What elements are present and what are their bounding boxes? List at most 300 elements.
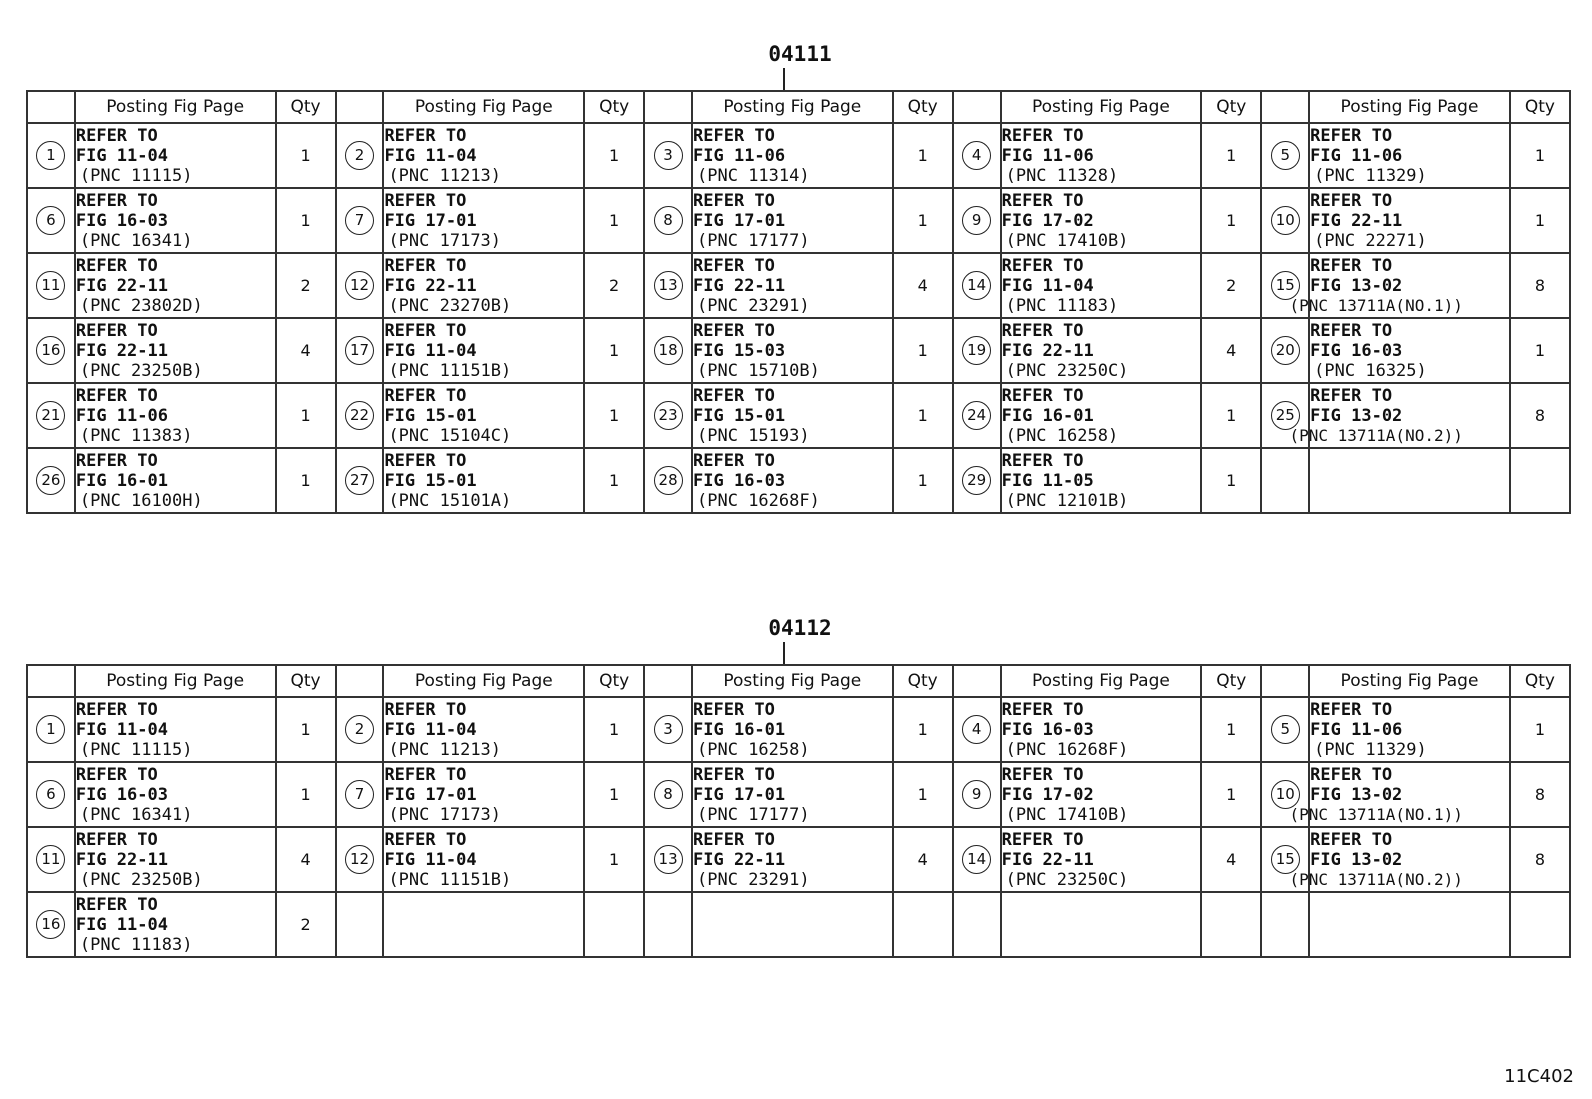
fig-reference: FIG 13-02 bbox=[1310, 275, 1403, 296]
reference-cell bbox=[75, 188, 276, 253]
reference-cell bbox=[75, 123, 276, 188]
qty-cell: 1 bbox=[1201, 188, 1261, 253]
reference-cell bbox=[383, 827, 584, 892]
item-number-cell bbox=[27, 318, 75, 383]
item-number-circle: 12 bbox=[345, 271, 374, 300]
item-number-circle: 19 bbox=[962, 336, 991, 365]
item-number-circle: 8 bbox=[654, 780, 683, 809]
reference-cell bbox=[383, 253, 584, 318]
header-num bbox=[953, 665, 1001, 697]
item-number-cell bbox=[953, 827, 1001, 892]
qty-cell: 1 bbox=[893, 448, 953, 513]
item-number-circle: 14 bbox=[962, 271, 991, 300]
empty-cell bbox=[692, 892, 893, 957]
refer-to-label: REFER TO bbox=[1310, 385, 1393, 406]
reference-cell bbox=[1289, 253, 1510, 318]
pnc-reference: (PNC 12101B) bbox=[1005, 490, 1129, 511]
header-qty: Qty bbox=[276, 91, 336, 123]
item-number-cell bbox=[644, 318, 692, 383]
item-number-cell bbox=[644, 253, 692, 318]
item-number-cell bbox=[27, 762, 75, 827]
reference-cell bbox=[75, 383, 276, 448]
refer-to-label: REFER TO bbox=[693, 829, 775, 850]
fig-reference: FIG 22-11 bbox=[693, 849, 786, 870]
fig-reference: FIG 22-11 bbox=[1310, 210, 1403, 231]
item-number-circle: 6 bbox=[36, 780, 65, 809]
item-number-cell bbox=[644, 827, 692, 892]
fig-reference: FIG 17-01 bbox=[693, 210, 786, 231]
reference-cell bbox=[692, 762, 893, 827]
qty-cell: 4 bbox=[276, 827, 336, 892]
refer-to-label: REFER TO bbox=[384, 450, 467, 471]
reference-cell bbox=[1001, 827, 1202, 892]
item-number-circle: 7 bbox=[345, 780, 374, 809]
qty-cell: 1 bbox=[584, 188, 644, 253]
refer-to-label: REFER TO bbox=[693, 255, 775, 276]
pnc-reference: (PNC 16325) bbox=[1314, 360, 1427, 381]
fig-reference: FIG 16-03 bbox=[1001, 719, 1094, 740]
parts-table bbox=[26, 664, 1571, 958]
fig-reference: FIG 11-06 bbox=[1001, 145, 1094, 166]
reference-cell bbox=[1309, 123, 1510, 188]
item-number-circle: 17 bbox=[345, 336, 374, 365]
pnc-reference: (PNC 16258) bbox=[1005, 425, 1119, 446]
empty-cell bbox=[893, 892, 953, 957]
item-number-circle: 5 bbox=[1271, 715, 1300, 744]
fig-reference: FIG 16-03 bbox=[693, 470, 786, 491]
refer-to-label: REFER TO bbox=[75, 255, 158, 276]
item-number-circle: 7 bbox=[345, 206, 374, 235]
refer-to-label: REFER TO bbox=[1001, 829, 1084, 850]
refer-to-label: REFER TO bbox=[384, 699, 467, 720]
item-number-circle: 16 bbox=[36, 910, 65, 939]
reference-cell bbox=[75, 697, 276, 762]
qty-cell: 1 bbox=[276, 697, 336, 762]
qty-cell: 4 bbox=[893, 827, 953, 892]
qty-cell: 1 bbox=[1510, 697, 1570, 762]
fig-reference: FIG 17-01 bbox=[384, 784, 477, 805]
reference-cell bbox=[1001, 448, 1202, 513]
empty-cell bbox=[644, 892, 692, 957]
empty-cell bbox=[1261, 448, 1309, 513]
table-row bbox=[27, 697, 1570, 762]
table-row bbox=[27, 123, 1570, 188]
fig-reference: FIG 11-06 bbox=[1310, 145, 1403, 166]
reference-cell bbox=[1001, 123, 1202, 188]
header-posting-fig-page: Posting Fig Page bbox=[692, 665, 893, 697]
table-row bbox=[27, 892, 1570, 957]
header-num bbox=[336, 665, 384, 697]
qty-cell: 1 bbox=[276, 188, 336, 253]
pnc-reference: (PNC 11213) bbox=[388, 165, 502, 186]
pnc-reference: (PNC 16268F) bbox=[697, 490, 820, 511]
header-num bbox=[336, 91, 384, 123]
item-number-cell bbox=[953, 448, 1001, 513]
fig-reference: FIG 11-06 bbox=[75, 405, 168, 426]
refer-to-label: REFER TO bbox=[1310, 764, 1393, 785]
item-number-cell bbox=[336, 383, 384, 448]
fig-reference: FIG 11-04 bbox=[1001, 275, 1094, 296]
fig-reference: FIG 11-04 bbox=[384, 145, 477, 166]
fig-reference: FIG 22-11 bbox=[75, 340, 168, 361]
qty-cell: 1 bbox=[1201, 383, 1261, 448]
refer-to-label: REFER TO bbox=[1310, 190, 1393, 211]
qty-cell: 1 bbox=[893, 762, 953, 827]
reference-cell bbox=[692, 827, 893, 892]
refer-to-label: REFER TO bbox=[1310, 320, 1393, 341]
refer-to-label: REFER TO bbox=[75, 385, 158, 406]
pnc-reference: (PNC 11213) bbox=[388, 739, 502, 760]
pnc-reference: (PNC 17177) bbox=[697, 230, 810, 251]
header-qty: Qty bbox=[276, 665, 336, 697]
reference-cell bbox=[383, 762, 584, 827]
reference-cell bbox=[383, 188, 584, 253]
pnc-reference: (PNC 23291) bbox=[697, 295, 810, 316]
pnc-reference: (PNC 22271) bbox=[1314, 230, 1427, 251]
reference-cell bbox=[383, 123, 584, 188]
item-number-cell bbox=[27, 697, 75, 762]
item-number-cell bbox=[953, 123, 1001, 188]
item-number-circle: 1 bbox=[36, 715, 65, 744]
header-qty: Qty bbox=[893, 91, 953, 123]
reference-cell bbox=[1309, 188, 1510, 253]
header-qty: Qty bbox=[584, 91, 644, 123]
table-row bbox=[27, 762, 1570, 827]
item-number-cell bbox=[336, 827, 384, 892]
pnc-reference: (PNC 17410B) bbox=[1005, 230, 1129, 251]
item-number-circle: 10 bbox=[1271, 206, 1300, 235]
reference-cell bbox=[75, 762, 276, 827]
fig-reference: FIG 15-01 bbox=[693, 405, 786, 426]
refer-to-label: REFER TO bbox=[384, 320, 467, 341]
item-number-cell bbox=[644, 123, 692, 188]
pnc-reference: (PNC 11183) bbox=[1005, 295, 1119, 316]
table-row bbox=[27, 448, 1570, 513]
fig-reference: FIG 11-06 bbox=[693, 145, 786, 166]
header-num bbox=[27, 91, 75, 123]
fig-reference: FIG 11-04 bbox=[384, 340, 477, 361]
refer-to-label: REFER TO bbox=[1001, 450, 1084, 471]
pnc-reference: (PNC 15710B) bbox=[697, 360, 820, 381]
item-number-circle: 25 bbox=[1271, 401, 1300, 430]
empty-cell bbox=[1309, 448, 1510, 513]
reference-cell bbox=[75, 892, 276, 957]
item-number-circle: 11 bbox=[36, 271, 65, 300]
reference-cell bbox=[383, 448, 584, 513]
qty-cell: 2 bbox=[584, 253, 644, 318]
reference-cell bbox=[75, 253, 276, 318]
refer-to-label: REFER TO bbox=[1001, 255, 1084, 276]
item-number-cell bbox=[336, 318, 384, 383]
header-qty: Qty bbox=[1510, 91, 1570, 123]
item-number-circle: 18 bbox=[654, 336, 683, 365]
refer-to-label: REFER TO bbox=[75, 699, 158, 720]
refer-to-label: REFER TO bbox=[693, 190, 775, 211]
item-number-cell bbox=[336, 123, 384, 188]
refer-to-label: REFER TO bbox=[1001, 764, 1084, 785]
item-number-cell bbox=[27, 383, 75, 448]
pnc-reference: (PNC 17410B) bbox=[1005, 804, 1129, 825]
fig-reference: FIG 15-01 bbox=[384, 470, 477, 491]
qty-cell: 2 bbox=[1201, 253, 1261, 318]
pnc-reference: (PNC 16100H) bbox=[79, 490, 203, 511]
item-number-cell bbox=[644, 188, 692, 253]
header-num bbox=[953, 91, 1001, 123]
item-number-circle: 16 bbox=[36, 336, 65, 365]
reference-cell bbox=[692, 253, 893, 318]
item-number-circle: 28 bbox=[654, 466, 683, 495]
fig-reference: FIG 13-02 bbox=[1310, 849, 1403, 870]
item-number-cell bbox=[953, 318, 1001, 383]
reference-cell bbox=[692, 383, 893, 448]
qty-cell: 1 bbox=[893, 697, 953, 762]
item-number-cell bbox=[1261, 188, 1309, 253]
qty-cell: 1 bbox=[584, 383, 644, 448]
fig-reference: FIG 16-03 bbox=[75, 210, 168, 231]
qty-cell: 1 bbox=[893, 318, 953, 383]
empty-cell bbox=[584, 892, 644, 957]
refer-to-label: REFER TO bbox=[384, 190, 467, 211]
item-number-cell bbox=[953, 188, 1001, 253]
qty-cell: 1 bbox=[1510, 188, 1570, 253]
fig-reference: FIG 16-01 bbox=[1001, 405, 1094, 426]
header-posting-fig-page: Posting Fig Page bbox=[1001, 665, 1202, 697]
fig-reference: FIG 22-11 bbox=[693, 275, 786, 296]
qty-cell: 1 bbox=[1510, 123, 1570, 188]
qty-cell: 4 bbox=[276, 318, 336, 383]
header-posting-fig-page: Posting Fig Page bbox=[1309, 91, 1510, 123]
item-number-cell bbox=[953, 762, 1001, 827]
refer-to-label: REFER TO bbox=[384, 829, 467, 850]
item-number-circle: 23 bbox=[654, 401, 683, 430]
qty-cell: 8 bbox=[1510, 383, 1570, 448]
fig-reference: FIG 11-04 bbox=[384, 719, 477, 740]
refer-to-label: REFER TO bbox=[693, 699, 775, 720]
item-number-cell bbox=[336, 448, 384, 513]
reference-cell bbox=[75, 448, 276, 513]
pnc-reference: (PNC 13711A(NO.1)) bbox=[1289, 295, 1463, 315]
item-number-circle: 9 bbox=[962, 780, 991, 809]
pnc-reference: (PNC 13711A(NO.1)) bbox=[1289, 804, 1463, 824]
reference-cell bbox=[383, 697, 584, 762]
pnc-reference: (PNC 16268F) bbox=[1005, 739, 1129, 760]
item-number-circle: 4 bbox=[962, 715, 991, 744]
pnc-reference: (PNC 15101A) bbox=[388, 490, 512, 511]
pnc-reference: (PNC 16258) bbox=[697, 739, 810, 760]
refer-to-label: REFER TO bbox=[1001, 190, 1084, 211]
item-number-circle: 12 bbox=[345, 845, 374, 874]
refer-to-label: REFER TO bbox=[693, 125, 775, 146]
refer-to-label: REFER TO bbox=[693, 450, 775, 471]
pnc-reference: (PNC 13711A(NO.2)) bbox=[1289, 869, 1463, 889]
header-num bbox=[1261, 665, 1309, 697]
item-number-cell bbox=[953, 383, 1001, 448]
pnc-reference: (PNC 15193) bbox=[697, 425, 810, 446]
fig-reference: FIG 11-05 bbox=[1001, 470, 1094, 491]
refer-to-label: REFER TO bbox=[75, 894, 158, 915]
item-number-circle: 11 bbox=[36, 845, 65, 874]
empty-cell bbox=[1309, 892, 1510, 957]
qty-cell: 1 bbox=[584, 697, 644, 762]
reference-cell bbox=[1001, 318, 1202, 383]
pnc-reference: (PNC 11151B) bbox=[388, 360, 512, 381]
empty-cell bbox=[953, 892, 1001, 957]
qty-cell: 4 bbox=[1201, 318, 1261, 383]
qty-cell: 1 bbox=[893, 383, 953, 448]
pnc-reference: (PNC 11115) bbox=[79, 165, 193, 186]
qty-cell: 1 bbox=[276, 762, 336, 827]
item-number-circle: 3 bbox=[654, 141, 683, 170]
pnc-reference: (PNC 11329) bbox=[1314, 165, 1427, 186]
item-number-cell bbox=[644, 697, 692, 762]
item-number-circle: 13 bbox=[654, 271, 683, 300]
qty-cell: 1 bbox=[276, 123, 336, 188]
item-number-cell bbox=[644, 762, 692, 827]
header-qty: Qty bbox=[1201, 91, 1261, 123]
fig-reference: FIG 16-03 bbox=[75, 784, 168, 805]
reference-cell bbox=[75, 318, 276, 383]
item-number-circle: 14 bbox=[962, 845, 991, 874]
pnc-reference: (PNC 23250B) bbox=[79, 360, 203, 381]
refer-to-label: REFER TO bbox=[1310, 699, 1393, 720]
refer-to-label: REFER TO bbox=[693, 764, 775, 785]
reference-cell bbox=[1289, 383, 1510, 448]
header-posting-fig-page: Posting Fig Page bbox=[383, 91, 584, 123]
fig-reference: FIG 22-11 bbox=[75, 275, 168, 296]
qty-cell: 1 bbox=[584, 448, 644, 513]
item-number-cell bbox=[27, 188, 75, 253]
item-number-circle: 9 bbox=[962, 206, 991, 235]
pnc-reference: (PNC 23270B) bbox=[388, 295, 512, 316]
leader-line bbox=[783, 68, 785, 90]
item-number-cell bbox=[27, 253, 75, 318]
parts-table bbox=[26, 90, 1571, 514]
item-number-circle: 26 bbox=[36, 466, 65, 495]
table-row bbox=[27, 253, 1570, 318]
reference-cell bbox=[1001, 188, 1202, 253]
refer-to-label: REFER TO bbox=[384, 764, 467, 785]
qty-cell: 1 bbox=[584, 827, 644, 892]
item-number-circle: 2 bbox=[345, 715, 374, 744]
header-num bbox=[644, 91, 692, 123]
refer-to-label: REFER TO bbox=[1001, 699, 1084, 720]
item-number-circle: 3 bbox=[654, 715, 683, 744]
reference-cell bbox=[1001, 697, 1202, 762]
pnc-reference: (PNC 11115) bbox=[79, 739, 193, 760]
pnc-reference: (PNC 16341) bbox=[79, 804, 193, 825]
fig-reference: FIG 11-04 bbox=[75, 914, 168, 935]
item-number-circle: 20 bbox=[1271, 336, 1300, 365]
figure-code: 11C402 bbox=[1504, 1066, 1574, 1087]
item-number-cell bbox=[336, 762, 384, 827]
fig-reference: FIG 22-11 bbox=[1001, 340, 1094, 361]
header-num bbox=[1261, 91, 1309, 123]
empty-cell bbox=[1261, 892, 1309, 957]
qty-cell: 1 bbox=[1201, 448, 1261, 513]
reference-cell bbox=[383, 318, 584, 383]
pnc-reference: (PNC 23250C) bbox=[1005, 360, 1129, 381]
reference-cell bbox=[1289, 762, 1510, 827]
empty-cell bbox=[1510, 448, 1570, 513]
empty-cell bbox=[383, 892, 584, 957]
refer-to-label: REFER TO bbox=[693, 320, 775, 341]
item-number-circle: 1 bbox=[36, 141, 65, 170]
fig-reference: FIG 22-11 bbox=[75, 849, 168, 870]
item-number-circle: 2 bbox=[345, 141, 374, 170]
fig-reference: FIG 15-03 bbox=[693, 340, 786, 361]
item-number-circle: 8 bbox=[654, 206, 683, 235]
qty-cell: 1 bbox=[1201, 123, 1261, 188]
qty-cell: 1 bbox=[584, 762, 644, 827]
qty-cell: 4 bbox=[893, 253, 953, 318]
refer-to-label: REFER TO bbox=[75, 450, 158, 471]
item-number-circle: 6 bbox=[36, 206, 65, 235]
header-row bbox=[27, 665, 1570, 697]
reference-cell bbox=[1289, 827, 1510, 892]
pnc-reference: (PNC 15104C) bbox=[388, 425, 512, 446]
pnc-reference: (PNC 16341) bbox=[79, 230, 193, 251]
refer-to-label: REFER TO bbox=[1001, 385, 1084, 406]
refer-to-label: REFER TO bbox=[75, 320, 158, 341]
header-posting-fig-page: Posting Fig Page bbox=[1309, 665, 1510, 697]
refer-to-label: REFER TO bbox=[384, 385, 467, 406]
pnc-reference: (PNC 11328) bbox=[1005, 165, 1119, 186]
empty-cell bbox=[1201, 892, 1261, 957]
reference-cell bbox=[692, 697, 893, 762]
qty-cell: 2 bbox=[276, 253, 336, 318]
fig-reference: FIG 11-04 bbox=[384, 849, 477, 870]
qty-cell: 1 bbox=[584, 318, 644, 383]
reference-cell bbox=[383, 383, 584, 448]
refer-to-label: REFER TO bbox=[1310, 255, 1393, 276]
empty-cell bbox=[1510, 892, 1570, 957]
item-number-cell bbox=[1261, 697, 1309, 762]
fig-reference: FIG 13-02 bbox=[1310, 405, 1403, 426]
table-row bbox=[27, 383, 1570, 448]
pnc-reference: (PNC 23291) bbox=[697, 869, 810, 890]
pnc-reference: (PNC 23802D) bbox=[79, 295, 203, 316]
reference-cell bbox=[75, 827, 276, 892]
reference-cell bbox=[1001, 762, 1202, 827]
fig-reference: FIG 22-11 bbox=[1001, 849, 1094, 870]
fig-reference: FIG 16-01 bbox=[75, 470, 168, 491]
item-number-circle: 15 bbox=[1271, 271, 1300, 300]
item-number-circle: 24 bbox=[962, 401, 991, 430]
fig-reference: FIG 16-01 bbox=[693, 719, 786, 740]
reference-cell bbox=[692, 123, 893, 188]
item-number-cell bbox=[27, 448, 75, 513]
header-row bbox=[27, 91, 1570, 123]
item-number-circle: 5 bbox=[1271, 141, 1300, 170]
reference-cell bbox=[1309, 318, 1510, 383]
pnc-reference: (PNC 17173) bbox=[388, 804, 502, 825]
item-number-cell bbox=[336, 188, 384, 253]
pnc-reference: (PNC 17177) bbox=[697, 804, 810, 825]
fig-reference: FIG 17-02 bbox=[1001, 210, 1094, 231]
block-title: 04111 bbox=[768, 42, 832, 66]
header-posting-fig-page: Posting Fig Page bbox=[1001, 91, 1202, 123]
header-posting-fig-page: Posting Fig Page bbox=[75, 665, 276, 697]
item-number-circle: 13 bbox=[654, 845, 683, 874]
pnc-reference: (PNC 11183) bbox=[79, 934, 193, 955]
item-number-circle: 29 bbox=[962, 466, 991, 495]
refer-to-label: REFER TO bbox=[1310, 829, 1393, 850]
item-number-circle: 22 bbox=[345, 401, 374, 430]
pnc-reference: (PNC 11314) bbox=[697, 165, 810, 186]
qty-cell: 1 bbox=[584, 123, 644, 188]
qty-cell: 1 bbox=[276, 383, 336, 448]
pnc-reference: (PNC 11151B) bbox=[388, 869, 512, 890]
